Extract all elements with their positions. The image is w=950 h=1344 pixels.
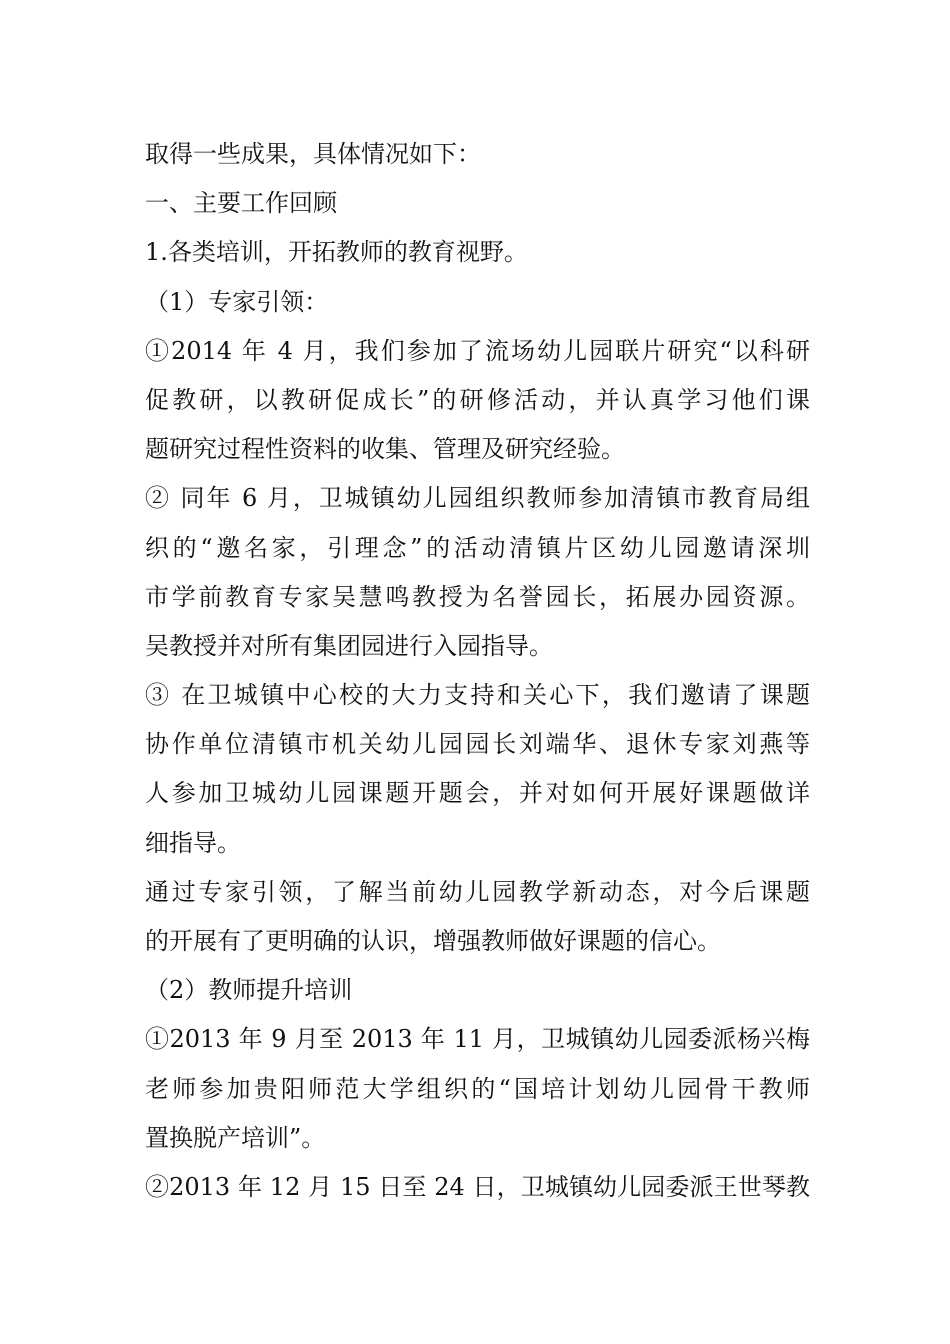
text-line: 市学前教育专家吴慧鸣教授为名誉园长，拓展办园资源。: [145, 582, 810, 611]
subsection-heading: （1）专家引领：: [145, 287, 329, 316]
text-line: 促教研，以教研促成长”的研修活动，并认真学习他们课: [145, 385, 810, 414]
text-line: 织的“邀名家，引理念”的活动清镇片区幼儿园邀请深圳: [145, 533, 810, 562]
subsection-heading: 1.各类培训，开拓教师的教育视野。: [145, 238, 528, 267]
text-line: 吴教授并对所有集团园进行入园指导。: [145, 631, 553, 660]
text-line: 协作单位清镇市机关幼儿园园长刘端华、退休专家刘燕等: [145, 730, 810, 759]
text-line: 人参加卫城幼儿园课题开题会，并对如何开展好课题做详: [145, 779, 810, 808]
text-line: 置换脱产培训”。: [145, 1123, 326, 1152]
text-line: ③ 在卫城镇中心校的大力支持和关心下，我们邀请了课题: [145, 681, 810, 710]
text-line: 老师参加贵阳师范大学组织的“国培计划幼儿园骨干教师: [145, 1074, 810, 1103]
text-line: ①2013 年 9 月至 2013 年 11 月，卫城镇幼儿园委派杨兴梅: [145, 1025, 810, 1054]
text-line: 细指导。: [145, 828, 241, 857]
section-heading: 一、主要工作回顾: [145, 189, 337, 218]
text-line: 的开展有了更明确的认识，增强教师做好课题的信心。: [145, 927, 721, 955]
text-line: ②2013 年 12 月 15 日至 24 日，卫城镇幼儿园委派王世琴教: [145, 1172, 810, 1201]
text-line: 通过专家引领，了解当前幼儿园教学新动态，对今后课题: [145, 877, 810, 906]
text-line: 题研究过程性资料的收集、管理及研究经验。: [145, 435, 625, 464]
text-line: ①2014 年 4 月，我们参加了流场幼儿园联片研究“以科研: [145, 336, 810, 365]
text-line: 取得一些成果，具体情况如下：: [145, 140, 481, 168]
subsection-heading: （2）教师提升培训: [145, 976, 353, 1005]
text-line: ② 同年 6 月，卫城镇幼儿园组织教师参加清镇市教育局组: [145, 484, 810, 513]
document-body: [145, 130, 810, 1212]
